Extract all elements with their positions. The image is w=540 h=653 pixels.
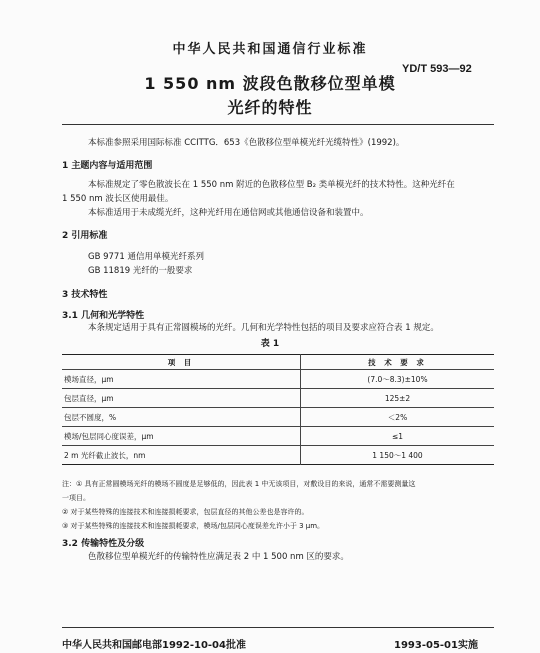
top-divider	[62, 124, 494, 125]
section-1-heading: 1 主题内容与适用范围	[62, 161, 153, 171]
section-1-para2: 本标准适用于未成缆光纤，这种光纤用在通信网或其他通信设备和装置中。	[88, 208, 369, 218]
section-3-2-text: 色散移位型单模光纤的传输特性应满足表 2 中 1 500 nm 区的要求。	[88, 552, 349, 562]
table-cell-item: 2 m 光纤截止波长，nm	[62, 446, 301, 465]
approval-date: 中华人民共和国邮电部1992-10-04批准	[62, 640, 246, 651]
table-cell-item: 模场直径，μm	[62, 370, 301, 389]
table-cell-value: 1 150～1 400	[301, 446, 495, 465]
intro-paragraph: 本标准参照采用国际标准 CCITTG．653《色散移位型单模光纤光缆特性》(1992)。	[88, 138, 405, 148]
reference-1: GB 9771 通信用单模光纤系列	[88, 252, 204, 262]
table-row	[62, 389, 494, 408]
table-note-2: ② 对于某些特殊的连接技术和连接损耗要求，包层直径的其他公差也是容许的。	[62, 508, 309, 516]
characteristics-table	[62, 354, 494, 465]
section-3-1-text: 本条规定适用于具有正常圆模场的光纤。几何和光学特性包括的项目及要求应符合表 1 规定。	[88, 323, 439, 333]
implementation-date: 1993-05-01实施	[394, 640, 478, 651]
section-1-para1-cont: 1 550 nm 波长区使用最佳。	[62, 194, 174, 204]
document-title-line2: 光纤的特性	[227, 98, 313, 117]
section-3-1-heading: 3.1 几何和光学特性	[62, 311, 145, 321]
table-header-item: 项 目	[62, 355, 301, 370]
table-caption: 表 1	[260, 339, 280, 349]
table-row	[62, 427, 494, 446]
table-cell-item: 包层直径，μm	[62, 389, 301, 408]
table-row	[62, 408, 494, 427]
bottom-divider	[62, 627, 494, 628]
standard-header: 中华人民共和国通信行业标准	[172, 42, 368, 57]
table-cell-value: (7.0～8.3)±10%	[301, 370, 495, 389]
table-note-1-cont: 一项目。	[62, 494, 90, 502]
table-header-requirement: 技 术 要 求	[301, 355, 495, 370]
table-cell-item: 模场/包层同心度误差，μm	[62, 427, 301, 446]
table-row	[62, 446, 494, 465]
section-2-heading: 2 引用标准	[62, 231, 108, 241]
reference-2: GB 11819 光纤的一般要求	[88, 266, 193, 276]
section-3-2-heading: 3.2 传输特性及分级	[62, 539, 145, 549]
table-note-1: 注：① 具有正常圆模场光纤的模场不圆度是足够低的，因此表 1 中无该项目，对敷设目的来说，通常不需要测量这	[62, 480, 416, 488]
section-3-heading: 3 技术特性	[62, 290, 108, 300]
table-row	[62, 370, 494, 389]
table-cell-value: ≤1	[301, 427, 495, 446]
document-title-line1: 1 550 nm 波段色散移位型单模	[144, 74, 396, 93]
table-cell-item: 包层不圆度，%	[62, 408, 301, 427]
table-note-3: ③ 对于某些特殊的连接技术和连接损耗要求，模场/包层同心度误差允许小于 3 μm。	[62, 522, 325, 530]
table-cell-value: 125±2	[301, 389, 495, 408]
standard-code: YD/T 593—92	[402, 63, 472, 75]
section-1-para1: 本标准规定了零色散波长在 1 550 nm 附近的色散移位型 B₂ 类单模光纤的技术特性。这种光纤在	[88, 180, 455, 190]
table-cell-value: ＜2%	[301, 408, 495, 427]
table-header-row	[62, 355, 494, 370]
